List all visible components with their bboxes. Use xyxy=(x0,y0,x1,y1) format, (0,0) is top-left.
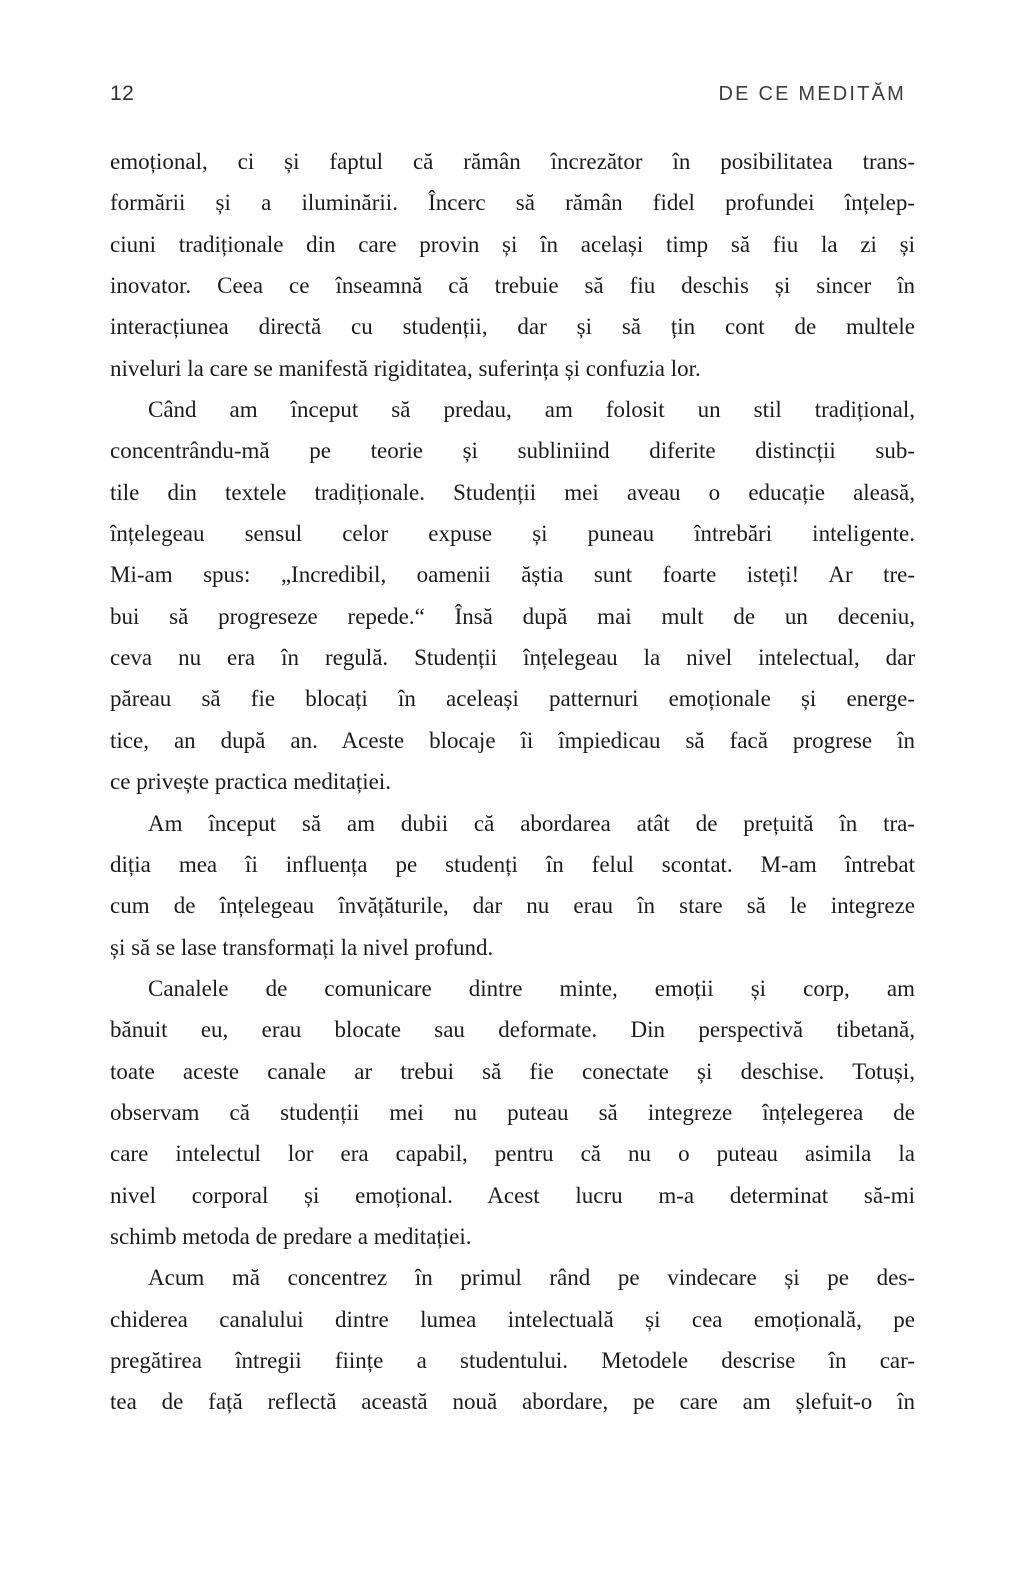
paragraph xyxy=(110,968,915,1257)
text-line: înțelegeau sensul celor expuse și puneau întrebări inteligente. xyxy=(110,521,915,547)
text-line: și să se lase transformați la nivel profund. xyxy=(110,934,494,960)
text-line: toate aceste canale ar trebui să fie conectate și deschise. Totuși, xyxy=(110,1058,915,1084)
paragraph xyxy=(110,803,915,968)
text-line: schimb metoda de predare a meditației. xyxy=(110,1223,472,1249)
text-line: cum de înțelegeau învățăturile, dar nu erau în stare să le integreze xyxy=(110,893,915,919)
text-line: păreau să fie blocați în aceleași patternuri emoționale și energe- xyxy=(110,686,915,712)
text-line: concentrându-mă pe teorie și subliniind diferite distincții sub- xyxy=(110,438,915,464)
text-line: bui să progreseze repede.“ Însă după mai mult de un deceniu, xyxy=(110,603,915,629)
text-line: diția mea îi influența pe studenți în felul scontat. M-am întrebat xyxy=(110,851,915,877)
page-header xyxy=(110,82,906,106)
text-line: inovator. Ceea ce înseamnă că trebuie să fiu deschis și sincer în xyxy=(110,273,915,299)
text-line: pregătirea întregii ființe a studentului. Metodele descrise în car- xyxy=(110,1347,915,1373)
paragraph xyxy=(110,389,915,802)
paragraph xyxy=(110,1257,915,1422)
text-line: nivel corporal și emoțional. Acest lucru m-a determinat să-mi xyxy=(110,1182,915,1208)
text-line: care intelectul lor era capabil, pentru că nu o puteau asimila la xyxy=(110,1141,915,1167)
text-line: ceva nu era în regulă. Studenții înțelegeau la nivel intelectual, dar xyxy=(110,645,915,671)
text-line: Acum mă concentrez în primul rând pe vindecare și pe des- xyxy=(148,1265,915,1291)
running-title: DE CE MEDITĂM xyxy=(718,83,906,105)
text-line: niveluri la care se manifestă rigiditatea, suferința și confuzia lor. xyxy=(110,355,701,381)
text-line: interacțiunea directă cu studenții, dar și să țin cont de multele xyxy=(110,314,915,340)
text-line: formării și a iluminării. Încerc să rămân fidel profundei înțelep- xyxy=(110,190,915,216)
text-line: Mi-am spus: „Incredibil, oamenii ăștia sunt foarte isteți! Ar tre- xyxy=(110,562,915,588)
text-line: tea de față reflectă această nouă abordare, pe care am șlefuit-o în xyxy=(110,1389,915,1415)
body-text xyxy=(110,141,915,1423)
text-line: tile din textele tradiționale. Studenții mei aveau o educație aleasă, xyxy=(110,479,915,505)
text-line: observam că studenții mei nu puteau să integreze înțelegerea de xyxy=(110,1099,915,1125)
paragraph xyxy=(110,141,915,389)
text-line: ce privește practica meditației. xyxy=(110,769,391,795)
text-line: emoțional, ci și faptul că rămân încrezător în posibilitatea trans- xyxy=(110,149,915,174)
text-line: Când am început să predau, am folosit un stil tradițional, xyxy=(148,397,915,423)
text-line: Am început să am dubii că abordarea atât de prețuită în tra- xyxy=(148,810,915,836)
text-line: chiderea canalului dintre lumea intelectuală și cea emoțională, pe xyxy=(110,1306,915,1332)
text-line: bănuit eu, erau blocate sau deformate. Din perspectivă tibetană, xyxy=(110,1017,915,1043)
text-line: tice, an după an. Aceste blocaje îi împiedicau să facă progrese în xyxy=(110,727,915,753)
text-line: ciuni tradiționale din care provin și în același timp să fiu la zi și xyxy=(110,231,915,257)
text-line: Canalele de comunicare dintre minte, emoții și corp, am xyxy=(148,975,915,1001)
page-number: 12 xyxy=(110,82,135,105)
